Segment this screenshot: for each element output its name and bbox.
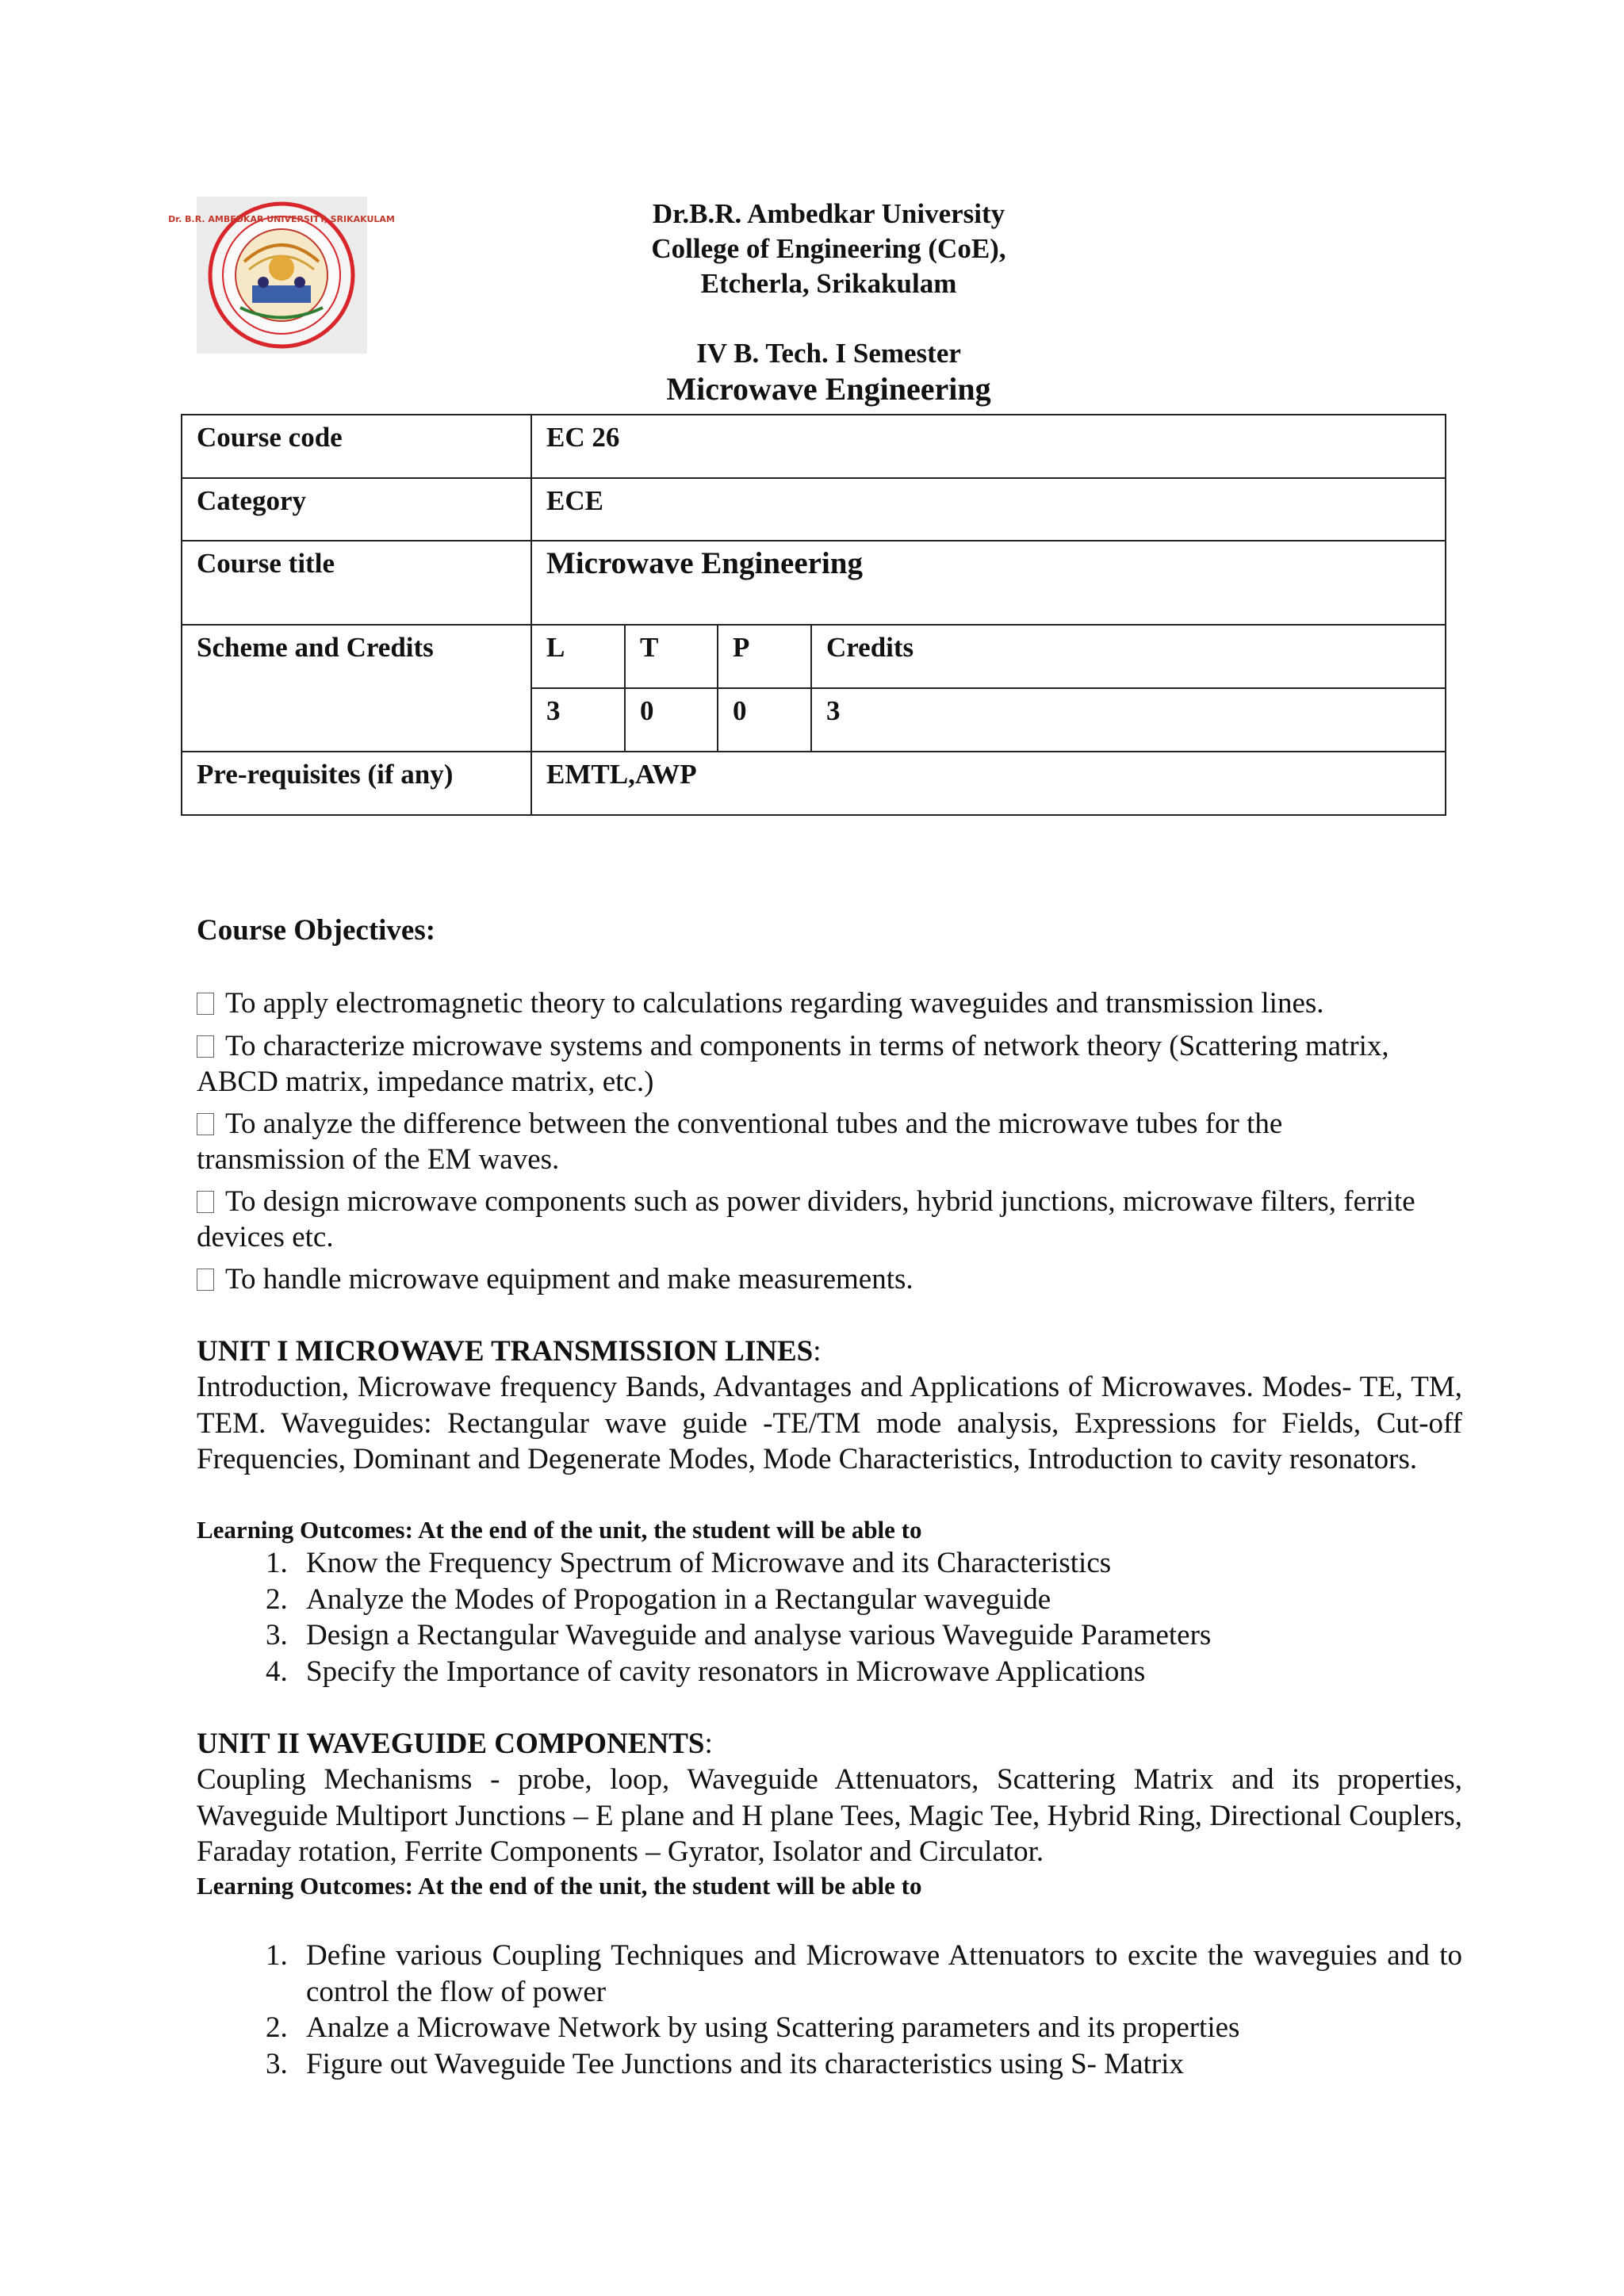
unit1-outcomes-heading: Learning Outcomes: At the end of the unit, the student will be able to — [197, 1516, 922, 1544]
list-item: 2. Analze a Microwave Network by using Scattering parameters and its properties — [295, 2010, 1462, 2046]
practical-value: 0 — [718, 688, 811, 752]
unit2-outcomes-list — [197, 1938, 1462, 2082]
course-title-value: Microwave Engineering — [531, 541, 1446, 625]
table-row — [182, 415, 1446, 478]
category-value: ECE — [531, 478, 1446, 541]
table-row — [182, 541, 1446, 625]
objective-item: To handle microwave equipment and make measurements. — [197, 1261, 1465, 1297]
course-info-table — [181, 414, 1446, 816]
credits-label: Credits — [811, 625, 1446, 688]
table-row — [182, 478, 1446, 541]
objective-item: To analyze the difference between the conventional tubes and the microwave tubes for the transmission of the EM waves. — [197, 1108, 1283, 1176]
credits-value: 3 — [811, 688, 1446, 752]
bullet-icon — [197, 1035, 214, 1058]
bullet-icon — [197, 1191, 214, 1213]
lecture-label: L — [531, 625, 625, 688]
page-title: Microwave Engineering — [666, 371, 991, 407]
list-item: 3. Design a Rectangular Waveguide and analyse various Waveguide Parameters — [295, 1617, 1462, 1654]
objective-item: To characterize microwave systems and components in terms of network theory (Scattering matrix, ABCD matrix, impedance matrix, etc.) — [197, 1030, 1389, 1098]
unit1-description: Introduction, Microwave frequency Bands, Advantages and Applications of Microwaves. Modes- TE, TM, TEM. Waveguides: Rectangular wave guide -TE/TM mode analysis, Expressions for Fields, Cut-off Frequencies, Dominant and Degenerate Modes, Mode Characteristics, Introduction to cavity resonators. — [197, 1371, 1462, 1475]
practical-label: P — [718, 625, 811, 688]
unit2-title: UNIT II WAVEGUIDE COMPONENTS — [197, 1728, 705, 1760]
unit2-heading: UNIT II WAVEGUIDE COMPONENTS: — [197, 1728, 713, 1760]
scheme-credits-label: Scheme and Credits — [182, 625, 531, 752]
university-header — [476, 197, 1182, 301]
bullet-icon — [197, 993, 214, 1015]
university-logo — [168, 197, 395, 354]
prerequisites-value: EMTL,AWP — [531, 752, 1446, 815]
table-row — [182, 752, 1446, 815]
list-item: 1. Define various Coupling Techniques and Microwave Attenuators to excite the waveguies and to control the flow of power — [295, 1938, 1462, 2010]
bullet-icon — [197, 1269, 214, 1291]
list-item: 3. Figure out Waveguide Tee Junctions and its characteristics using S- Matrix — [295, 2046, 1462, 2083]
objective-item: To apply electromagnetic theory to calculations regarding waveguides and transmission lines. — [197, 985, 1465, 1021]
course-code-label: Course code — [182, 415, 531, 478]
unit1-outcomes-list — [197, 1545, 1462, 1689]
course-title-label: Course title — [182, 541, 531, 625]
objectives-heading: Course Objectives: — [197, 914, 436, 947]
objective-item: To design microwave components such as power dividers, hybrid junctions, microwave filters, ferrite devices etc. — [197, 1185, 1415, 1253]
college-name: College of Engineering (CoE), — [651, 233, 1006, 264]
prerequisites-label: Pre-requisites (if any) — [182, 752, 531, 815]
university-name: Dr.B.R. Ambedkar University — [652, 198, 1005, 229]
unit2-description: Coupling Mechanisms - probe, loop, Waveguide Attenuators, Scattering Matrix and its properties, Waveguide Multiport Junctions – E plane and H plane Tees, Magic Tee, Hybrid Ring, Directional Couplers, Faraday rotation, Ferrite Components – Gyrator, Isolator and Circulator. — [197, 1763, 1462, 1868]
unit1-title: UNIT I MICROWAVE TRANSMISSION LINES — [197, 1335, 814, 1368]
semester-label: IV B. Tech. I Semester — [696, 338, 961, 369]
unit2-outcomes-heading: Learning Outcomes: At the end of the unit, the student will be able to — [197, 1872, 922, 1900]
lecture-value: 3 — [531, 688, 625, 752]
university-seal-icon — [168, 197, 395, 354]
logo-text: Dr. B.R. AMBEDKAR UNIVERSITY, SRIKAKULAM — [168, 214, 395, 224]
unit1-heading: UNIT I MICROWAVE TRANSMISSION LINES: — [197, 1335, 822, 1368]
college-location: Etcherla, Srikakulam — [700, 268, 957, 299]
tutorial-value: 0 — [625, 688, 718, 752]
course-code-value: EC 26 — [531, 415, 1446, 478]
bullet-icon — [197, 1113, 214, 1135]
list-item: 2. Analyze the Modes of Propogation in a Rectangular waveguide — [295, 1582, 1462, 1618]
table-row — [182, 625, 1446, 688]
tutorial-label: T — [625, 625, 718, 688]
list-item: 1. Know the Frequency Spectrum of Microwave and its Characteristics — [295, 1545, 1462, 1582]
list-item: 4. Specify the Importance of cavity resonators in Microwave Applications — [295, 1654, 1462, 1690]
category-label: Category — [182, 478, 531, 541]
